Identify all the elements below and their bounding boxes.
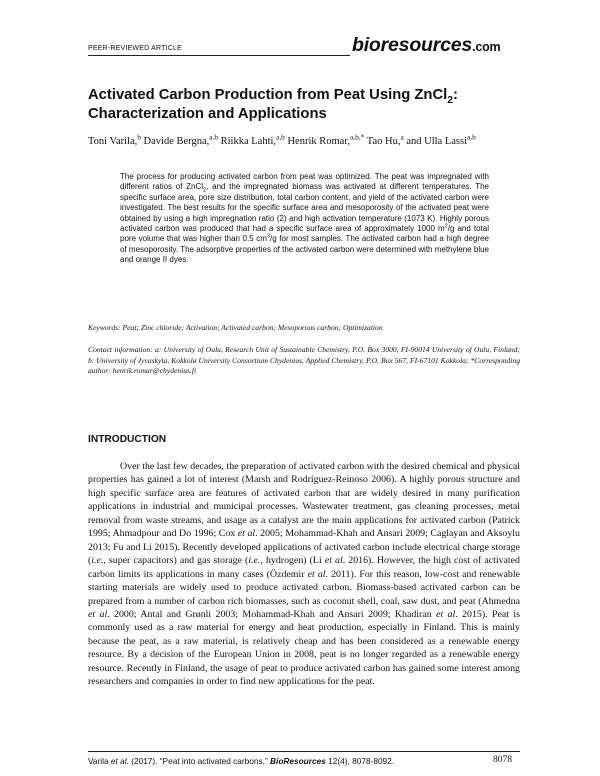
journal-brand-name: bioresources: [352, 34, 473, 56]
author-name: Henrik Romar,: [287, 136, 351, 147]
header-label: PEER-REVIEWED ARTICLE: [88, 45, 182, 52]
intro-text: . 2011). For this reason, low-cost and renewable starting materials are widely used to produce activated carbon. Biomass-based activated carbon can be prepared from a number of carbon rich biomasses, such as coconut shell, coal, saw dust, and peat (Ahmedna: [88, 568, 520, 607]
author-name: Toni Varila,: [88, 136, 138, 147]
intro-text: . 2000; Antal and Grønli 2003; Mohammad-Khah and Ansari 2009; Khadiran: [107, 608, 437, 620]
author-name: Davide Bergna,: [143, 136, 210, 147]
introduction-paragraph: [88, 460, 520, 689]
intro-italic: i.e.: [91, 555, 104, 567]
abstract-text: /g for most samples. The activated carbon had a high degree of mesoporosity. The adsorptive properties of the activated carbon were determined with methylene blue and orange II dyes.: [120, 234, 489, 265]
header-rule: [88, 55, 350, 56]
author-affiliation: a,b: [467, 132, 476, 142]
abstract: [120, 172, 489, 266]
footer-volume: 12(4), 8078-8092.: [325, 756, 395, 766]
intro-italic: et al: [88, 608, 108, 620]
abstract-text: , and the impregnated biomass was activated at different temperatures. The specific surface area, pore size distribution, total carbon content, and yield of the activated carbon were investigated. The best results for the specific surface area and mesoporosity of the activated peat were obtained by using a high impregnation ratio (2) and high activation temperature (1073 K). Highly porous activated carbon was produced that had a specific surface area of approximately 1000 m: [120, 182, 489, 234]
keywords: Keywords: Peat; Zinc chloride; Activation; Activated carbon; Mesoporous carbon; Optimization: [88, 323, 383, 332]
footer-citation-text: . (2017). “Peat into activated carbons,”: [126, 756, 271, 766]
author-affiliation: b: [137, 132, 141, 142]
article-title: [88, 86, 518, 124]
intro-text: , super capacitors) and gas storage (: [103, 555, 249, 567]
abstract-text: /g and total pore volume that was higher than 0.5 cm: [120, 224, 489, 244]
journal-brand-tld: .com: [472, 40, 501, 54]
intro-italic: et al: [324, 555, 343, 567]
author-affiliation: a,b,*: [350, 132, 365, 142]
intro-italic: i.e.: [248, 555, 261, 567]
footer-author: Varila: [88, 756, 111, 766]
intro-italic: et al: [237, 528, 256, 540]
intro-text: Over the last few decades, the preparation of activated carbon with the desired chemical and physical properties has gained a lot of interest (Marsh and Rodríguez-Reinoso 2006). A highly porous structure and high specific surface area are features of activated carbon that are widely desired in many purification applications in industrial and municipal processes. Wastewater treatment, gas cleaning processes, metal removal from waste streams, and usage as a catalyst are the main applications for activated carbon (Patrick 1995; Ahmadpour and Do 1996; Cox: [88, 461, 520, 540]
footer-rule: [88, 751, 520, 752]
intro-text: , hydrogen) (Li: [260, 555, 325, 567]
title-subscript: 2: [447, 94, 454, 106]
author-affiliation: a,b: [276, 132, 285, 142]
abstract-text: The process for producing activated carbon from peat was optimized. The peat was impregnated with different ratios of ZnCl: [120, 172, 489, 192]
title-rest: : Characterization and Applications: [88, 87, 458, 122]
author-name: Tao Hu,: [366, 136, 401, 147]
intro-text: . 2016). However, the high cost of activated carbon limits its applications in many cases (Özdemir: [88, 555, 520, 580]
intro-italic: et al: [307, 568, 326, 580]
intro-text: . 2005; Mohammad-Khah and Ansari 2009; Caglayan and Aksoylu 2013; Fu and Li 2015). Recently developed applications of activated carbon include electrical charge storage (: [88, 528, 520, 567]
intro-text: . 2015). Peat is commonly used as a raw material for energy and heat production, especially in Finland. This is mainly because the peat, as a raw material, is relatively cheap and has been considered as a renewable energy resource. By a decision of the European Union in 2008, peat is no longer regarded as a renewable energy resource. Recently in Finland, the usage of peat to produce activated carbon has gained some interest among researchers and companies in order to find new applications for the peat.: [88, 608, 520, 688]
abstract-superscript: 2: [444, 223, 448, 230]
author-list: [88, 132, 518, 150]
footer-citation: [88, 756, 394, 766]
abstract-superscript: 3: [266, 233, 271, 240]
footer-italic: et al: [110, 756, 127, 766]
author-affiliation: a: [400, 132, 404, 142]
author-affiliation: a,b: [209, 132, 219, 142]
section-heading: INTRODUCTION: [88, 434, 167, 445]
intro-italic: et al: [436, 608, 456, 620]
journal-brand[interactable]: [352, 34, 500, 57]
page-number: 8078: [493, 755, 512, 765]
contact-information: Contact information: a: University of Oulu, Research Unit of Sustainable Chemistry, P.O. Box 3000, FI-90014 University of Oulu, Finland; b: University of Jyvaskyla, Kokkola University Consortium Chydenius, Applied Chemistry, P.O. Box 567, FI-67101 Kokkola; *Corresponding author: henrik.romar@chydenius.fi: [88, 345, 520, 376]
author-name: and Ulla Lassi: [406, 136, 467, 147]
author-name: Riikka Lahti,: [220, 136, 277, 147]
footer-journal: BioResources: [270, 756, 326, 766]
title-main: Activated Carbon Production from Peat Using ZnCl: [88, 87, 448, 103]
abstract-subscript: 2: [203, 188, 207, 194]
